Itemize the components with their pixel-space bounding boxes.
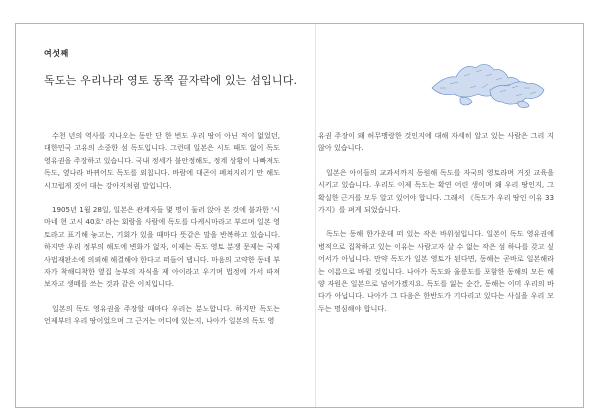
left-paragraph-3: 일본의 독도 영유권을 주장할 때마다 우리는 분노합니다. 하지만 독도는 언제부터 우리 땅이었으며 그 근거는 어디에 있는지, 나아가 일본의 독도 영 [44,303,280,326]
chapter-label: 여섯째 [44,49,69,58]
book-spine [315,24,316,407]
left-paragraph-1: 수천 년의 역사를 지나오는 동안 단 한 번도 우리 땅이 아닌 적이 없었던, 대한민국 고유의 소중한 섬 독도입니다. 그런데 일본은 시도 때도 없이 독도 영유권을 주장하고 있습니다. 국내 정세가 불안정해도, 정계 상황이 나빠져도 독도, 옆나라 바뀌어도 독도를 외칩니다. 바람에 대곤이 폐쳐지리기 만 해도 시끄럽게 짓어 대는 강아지처럼 말입니다. [44,131,280,190]
right-paragraph-3: 독도는 동해 한가운데 떠 있는 작은 바위섬입니다. 일본이 독도 영유권에 병적으로 집착하고 있는 이유는 사람고자 살 수 없는 작은 섬 하나를 갖고 싶어서가 아닙니다. 만약 독도가 일본 영토가 된다면, 동해는 곧바로 일본해라는 이름으로 바뀔 것입니다. 나아가 독도와 울릉도를 포함한 동해의 모든 해양 자원은 일본으로 넘어가겠지요. 독도를 잃는 순간, 동해는 이미 우리의 바다가 아닙니다. 나아가 그 다음은 한반도가 기다리고 있다는 사실을 우리 모두는 명심해야 합니다. [318,229,554,313]
dokdo-island-illustration [430,58,548,118]
chapter-title: 독도는 우리나라 영토 동쪽 끝자락에 있는 섬입니다. [44,74,298,87]
left-page-body [44,130,280,328]
left-paragraph-2: 1905년 1월 28일, 일본은 관계자들 몇 명이 둘러 앉아 본 것에 불과한 '시마네 현 고시 40호' 라는 회람을 사람에 독도를 다케시마라고 부르며 일본 영토라고 표기해 놓고는, 기회가 있을 때마다 뜻같은 말을 반복하고 있습니다. 하지만 우리 정부의 해도에 변화가 없자, 이제는 독도 영토 분쟁 문제는 국제사법재판소에 의뢰해 해결해야 한다고 떠들어 댑니다. 마음의 고약한 동네 부자가 착해디착한 옆집 농부의 자식을 제 아이라고 우기며 법정에 가서 따져 보자고 생떼를 쓰는 것과 같은 이치입니다. [44,205,280,289]
right-paragraph-1: 유권 주장이 왜 허무맹랑한 것인지에 대해 자세히 알고 있는 사람은 그리 지 않아 있습니다. [318,131,554,153]
right-paragraph-2: 일본은 아이들의 교과서까지 동원해 독도를 자국의 영토라며 거짓 교육을 시키고 있습니다. 우리도 이제 독도는 확연 어린 생이며 왜 우리 땅인지, 그 확실한 근거를 모두 알고 있어야 합니다. 그래서 《독도가 우리 땅인 이유 33가지》를 펴게 되었습니다. [318,167,554,215]
right-page-body [318,130,554,315]
